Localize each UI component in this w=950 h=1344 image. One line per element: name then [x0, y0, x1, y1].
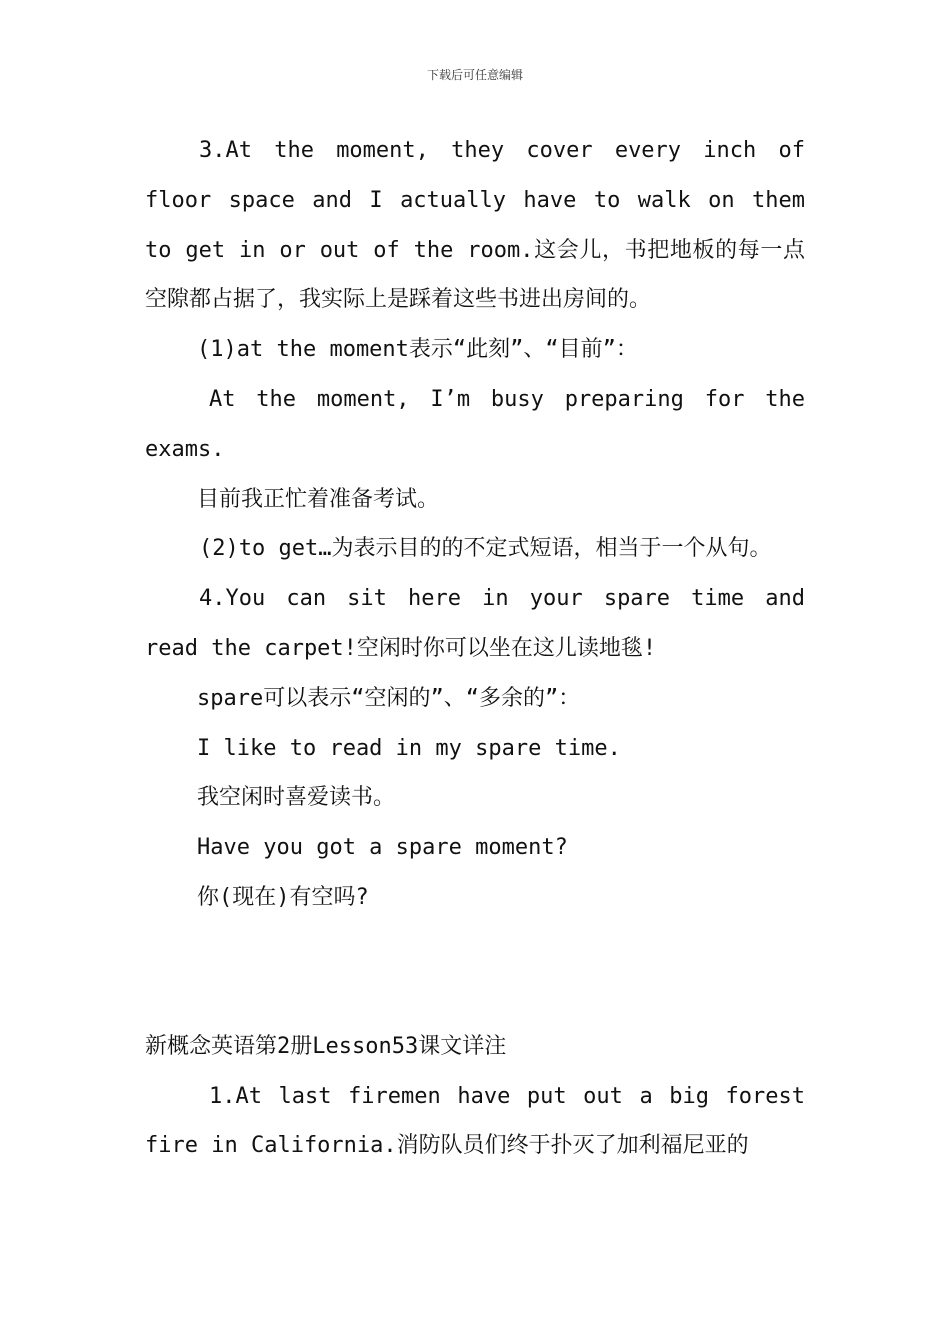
page-header: 下载后可任意编辑 [426, 68, 523, 82]
paragraph-example-translation: 目前我正忙着准备考试。 [197, 486, 440, 512]
paragraph-lesson53-note-1: 1.At last firemen have put out a big forest fire in California.消防队员们终于扑灭了加利福尼亚的 [145, 1083, 805, 1159]
paragraph-spare-meaning: spare可以表示“空闲的”、“多余的”： [197, 685, 581, 711]
section-title-lesson53: 新概念英语第2册Lesson53课文详注 [145, 1033, 507, 1059]
paragraph-note-3: 3.At the moment, they cover every inch of floor space and I actually have to walk on them to get in or out of the room.这会儿，书把地板的每一点空隙都占据了，我实际上是踩着这些书进出房间的。 [145, 138, 805, 313]
section-spacer [145, 923, 805, 1022]
paragraph-spare-example-2: Have you got a spare moment? [197, 835, 568, 861]
paragraph-note-4: 4.You can sit here in your spare time and read the carpet!空闲时你可以坐在这儿读地毯! [145, 586, 805, 661]
paragraph-example-sentence: At the moment, I’m busy preparing for the exams. [145, 386, 805, 462]
paragraph-spare-translation-1: 我空闲时喜爱读书。 [197, 785, 396, 811]
paragraph-at-the-moment: (1)at the moment表示“此刻”、“目前”： [197, 337, 638, 363]
paragraph-to-get: (2)to get…为表示目的的不定式短语，相当于一个从句。 [199, 536, 772, 562]
paragraph-spare-translation-2: 你(现在)有空吗? [197, 884, 369, 910]
paragraph-spare-example-1: I like to read in my spare time. [197, 735, 621, 761]
document-body [145, 126, 805, 1171]
